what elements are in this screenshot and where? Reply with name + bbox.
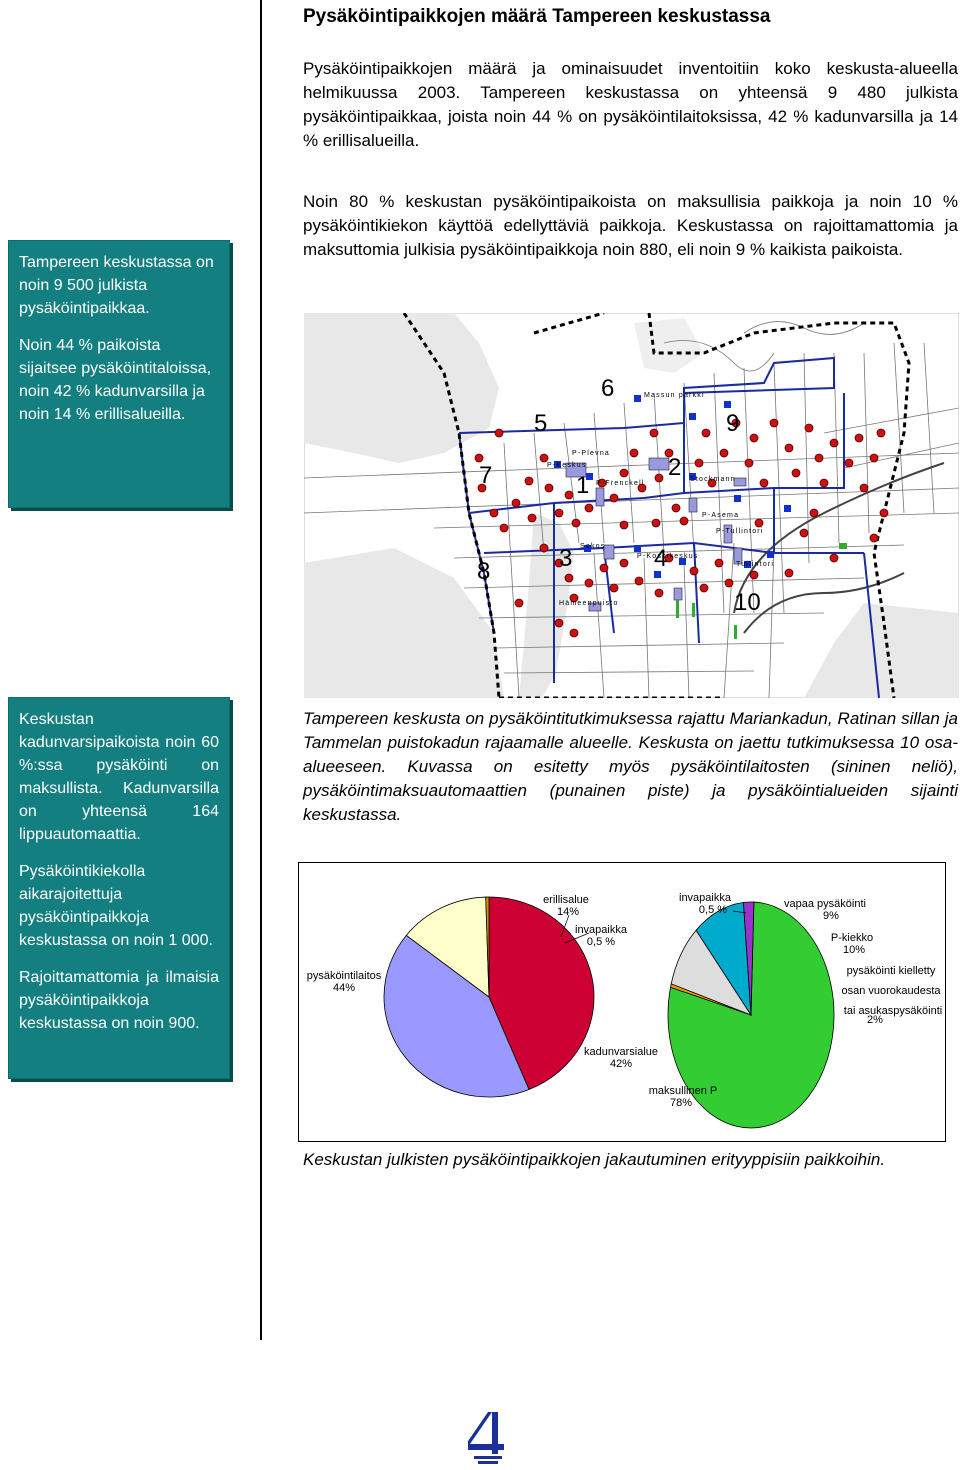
pie-a-value-invapaikka: 0,5 % bbox=[586, 936, 616, 948]
pie-caption: Keskustan julkisten pysäköintipaikkojen jakautuminen erityyppisiin paikkoihin. bbox=[303, 1150, 886, 1169]
parking-map bbox=[304, 313, 959, 698]
pie-a-label-laitos: pysäköintilaitos bbox=[306, 970, 382, 982]
pie-b-value-vapaa: 9% bbox=[823, 910, 839, 922]
pie-charts bbox=[299, 863, 945, 1141]
sidebar-box-1-text-2: Noin 44 % paikoista sijaitsee pysäköintitaloissa, noin 42 % kadunvarsilla ja noin 14 % erillisalueilla. bbox=[19, 337, 212, 423]
sidebar-box-2-text-3: Rajoittamattomia ja ilmaisia pysäköintipaikkoja keskustassa on noin 900. bbox=[19, 969, 219, 1032]
label-p-plevna: P-Plevna bbox=[572, 450, 611, 457]
zone-3-label: 3 bbox=[559, 545, 573, 572]
sidebar-box-2-text-1: Keskustan kadunvarsipaikoista noin 60 %:ssa pysäköinti on maksullista. Kadunvarsilla on yhteensä 164 lippuautomaattia. bbox=[19, 711, 219, 843]
zone-10-label: 10 bbox=[734, 589, 761, 616]
zone-5-label: 5 bbox=[534, 410, 548, 437]
label-p-frenckell: P-Frenckell bbox=[596, 480, 645, 487]
pie-b-label-kiekko: P-kiekko bbox=[830, 932, 874, 944]
intro-paragraph-2: Noin 80 % keskustan pysäköintipaikoista on maksullisia paikkoja ja noin 10 % pysäköintikiekon käyttöä edellyttäviä paikkoja. Keskustassa on rajoittamattomia ja maksuttomia julkisia pysäköintipaikkoja noin 880, eli noin 9 % kaikista paikoista. bbox=[303, 192, 958, 259]
label-p-asema: P-Asema bbox=[702, 512, 740, 519]
intro-paragraph-1: Pysäköintipaikkojen määrä ja ominaisuudet inventoitiin koko keskusta-alueella helmikuussa 2003. Tampereen keskustassa on yhteensä 9 480 julkista pysäköintipaikkaa, joista noin 44 % on pysäköintilaitoksissa, 42 % kadunvarsilla ja 14 % erillisalueilla. bbox=[303, 59, 958, 150]
pie-b-value-kielletty: 2% bbox=[867, 1014, 883, 1026]
pie-chart-frame bbox=[298, 862, 946, 1142]
page-title: Pysäköintipaikkojen määrä Tampereen keskustassa bbox=[303, 6, 771, 27]
label-p-koskikeskus: P-Koskikeskus bbox=[637, 553, 699, 560]
zone-9-label: 9 bbox=[726, 410, 740, 437]
label-tullintori: Tullintori bbox=[736, 561, 775, 568]
pie-b-value-kiekko: 10% bbox=[842, 944, 866, 956]
pie-a-value-laitos: 44% bbox=[332, 982, 356, 994]
zone-1-label: 1 bbox=[576, 472, 590, 499]
pie-b-label-kielletty-2: osan vuorokaudesta bbox=[841, 985, 941, 997]
pie-b-label-kielletty-1: pysäköinti kielletty bbox=[846, 965, 936, 977]
pie-b-value-invapaikka: 0,5 % bbox=[698, 904, 728, 916]
zone-2-label: 2 bbox=[668, 454, 682, 481]
pie-b-label-vapaa: vapaa pysäköinti bbox=[784, 898, 866, 910]
zone-7-label: 7 bbox=[479, 462, 493, 489]
sidebar-box-1-text-1: Tampereen keskustassa on noin 9 500 julkista pysäköintipaikkaa. bbox=[19, 254, 214, 317]
zone-4-label: 4 bbox=[654, 545, 668, 572]
pie-b-label-maksullinen: maksullinen P bbox=[648, 1085, 718, 1097]
sidebar-box-1 bbox=[8, 240, 230, 508]
label-hameenpuisto: Hämeenpuisto bbox=[559, 600, 619, 607]
pie-a-value-erillisalue: 14% bbox=[556, 906, 580, 918]
column-divider bbox=[260, 0, 262, 1340]
pie-a-value-kadunvarsi: 42% bbox=[609, 1058, 633, 1070]
label-sokos: Sokos bbox=[580, 543, 606, 550]
sidebar-box-2-text-2: Pysäköintikiekolla aikarajoitettuja pysäköintipaikkoja keskustassa on noin 1 000. bbox=[19, 863, 213, 949]
zone-8-label: 8 bbox=[477, 558, 491, 585]
zone-6-label: 6 bbox=[601, 375, 615, 402]
pie-b-value-maksullinen: 78% bbox=[669, 1097, 693, 1109]
map-caption: Tampereen keskusta on pysäköintitutkimuksessa rajattu Mariankadun, Ratinan sillan ja Tammelan puistokadun rajaamalle alueelle. Keskusta on jaettu tutkimuksessa 10 osa-alueeseen. Kuvassa on esitetty myös pysäköintilaitosten (sininen neliö), pysäköintimaksuautomaattien (punainen piste) ja pysäköintialueiden sijainti keskustassa. bbox=[303, 709, 958, 824]
label-p-keskus: P-Keskus bbox=[547, 462, 587, 469]
label-p-tullintori: P-Tullintori bbox=[716, 528, 764, 535]
label-massun-parkki: Massun parkki bbox=[644, 392, 705, 399]
pie-chart-location bbox=[384, 897, 594, 1097]
pie-b-label-invapaikka: invapaikka bbox=[679, 892, 731, 904]
pie-b-label-kielletty-3: tai asukaspysäköinti bbox=[843, 1005, 943, 1017]
pie-a-label-erillisalue: erillisalue bbox=[543, 894, 589, 906]
logo-mark bbox=[468, 1410, 508, 1466]
pie-a-label-kadunvarsi: kadunvarsialue bbox=[584, 1046, 658, 1058]
label-stockmann: Stockmann bbox=[690, 476, 736, 483]
sidebar-box-2 bbox=[8, 697, 230, 1079]
pie-a-label-invapaikka: invapaikka bbox=[575, 924, 627, 936]
